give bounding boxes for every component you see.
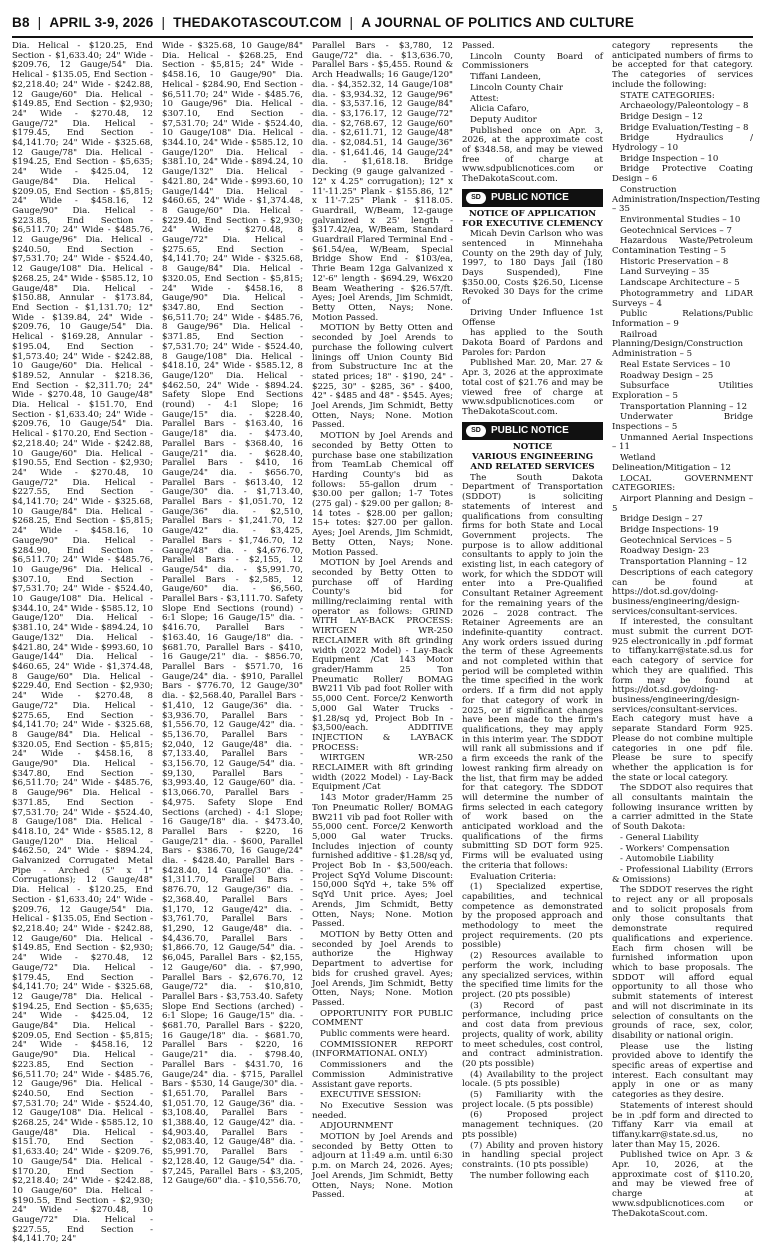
paragraph: category represents the anticipated numbers of firms to be accepted for that category. The categories of services include the following: [612, 41, 753, 90]
list-item: Environmental Studies – 10 [620, 214, 741, 225]
site-name: THEDAKOTASCOUT.COM [173, 14, 342, 30]
paragraph: 143 Motor grader/Hamm 25 Ton Pneumatic Roller/ BOMAG BW211 vib pad foot Roller with 55,000 cent. Force/2 Kenworth 5,000 Gal water Trucks. Includes injection of county furnished additive - $1.28/sq yd, Project Bob In - $3,500/each. Project SqYd Volume Discount: 150,000 SqYd +, take 5% off SqYd Unit price. Ayes; Joel Arends, Jim Schmidt, Betty Otten, Nays; None. Motion Passed. [312, 793, 453, 930]
paragraph: has applied to the South Dakota Board of Pardons and Paroles for: Pardon [462, 328, 603, 358]
bid-price-list: Wide - $325.68, 10 Gauge/84" Dia. Helical - $268.25, End Section - $5,815; 24" Wide - $458.16, 10 Gauge/90" Dia. Helical - $284.90, End Section - $6,511.70; 24" Wide - $485.76, 10 Gauge/96" Dia. Helical - $307.10, End Section - $7,531.70; 24" Wide - $524.40, 10 Gauge/108" Dia. Helical - $344.10, 24" Wide - $585.12, 10 Gauge/120" Dia. Helical - $381.10, 24" Wide - $894.24, 10 Gauge/132" Dia. Helical - $421.80, 24" Wide - $993.60, 10 Gauge/144" Dia. Helical - $460.65, 24" Wide - $1,374.48, 8 Gauge/60" Dia. Helical - $229.40, End Section - $2,930; 24" Wide - $270.48, 8 Gauge/72" Dia. Helical - $275.65, End Section - $4,141.70; 24" Wide - $325.68, 8 Gauge/84" Dia. Helical - $320.05, End Section - $5,815; 24" Wide - $458.16, 8 Gauge/90" Dia. Helical - $347.80, End Section - $6,511.70; 24" Wide - $485.76, 8 Gauge/96" Dia. Helical - $371.85, End Section - $7,531.70; 24" Wide - $524.40, 8 Gauge/108" Dia. Helical - $418.10, 24" Wide - $585.12, 8 Gauge/120" Dia. Helical - $462.50, 24" Wide - $894.24. Safety Slope End Sections (round) - 4:1 Slope; 16 Gauge/15" dia. - $228.40, Parallel Bars - $163.40, 16 Gauge/18" dia. - $473.40, Parallel Bars - $368.40, 16 Gauge/21" dia. - $628.40, Parallel Bars - $410, 16 Gauge/24" dia. - $656.70, Parallel Bars - $613.40, 12 Gauge/30" dia. - $1,713.40, Parallel Bars - $1,051.70, 12 Gauge/36" dia. - $2,510, Parallel Bars - $1,241.70, 12 Gauge/42" dia. - $3,425, Parallel Bars - $1,746.70, 12 Gauge/48" dia. - $4,676.70, Parallel Bars - $2,155, 12 Gauge/54" dia. - $5,991.70, Parallel Bars - $2,585, 12 Gauge/60" dia. - $6,560, Parallel Bars - $3,111.70. Safety Slope End Sections (round) - 6:1 Slope; 16 Gauge/15" dia. - $416.70, Parallel Bars - $163.40, 16 Gauge/18" dia. - $681.70, Parallel Bars - $410, 16 Gauge/21" dia. - $856.70, Parallel Bars - $571.70, 16 Gauge/24" dia. - $910, Parallel Bars - $776.70, 12 Gauge/30" dia. - $2,568.40, Parallel Bars - $1,410, 12 Gauge/36" dia. - $3,936.70, Parallel Bars - $1,556.70, 12 Gauge/42" dia. - $5,136.70, Parallel Bars - $2,040, 12 Gauge/48" dia. - $7,133.40, Parallel Bars - $3,156.70, 12 Gauge/54" dia. - $9,130, Parallel Bars - $3,993.40, 12 Gauge/60" dia. - $13,066.70, Parallel Bars - $4,975. Safety Slope End Sections (arched) - 4:1 Slope; 16 Gauge/18" dia. - $473.40, Parallel Bars - $220, 16 Gauge/21" dia. - $600, Parallel Bars - $386.70, 16 Gauge/24" dia. - $428.40, Parallel Bars - $428.40, 14 Gauge/30" dia. - $1,311.70, Parallel Bars - $876.70, 12 Gauge/36" dia. - $2,368.40, Parallel Bars - $1,170, 12 Gauge/42" dia. - $3,761.70, Parallel Bars - $1,290, 12 Gauge/48" dia. - $4,436.70, Parallel Bars - $1,866.70, 12 Gauge/54" dia. - $6,045, Parallel Bars - $2,155, 12 Gauge/60" dia. - $7,990, Parallel Bars - $2,676.70, 12 Gauge/72" dia. - $10,810, Parallel Bars - $3,753.40. Safety Slope End Sections (arched) - 6:1 Slope; 16 Gauge/15" dia. - $681.70, Parallel Bars - $220, 16 Gauge/18" dia. - $681.70, Parallel Bars - $220, 16 Gauge/21" dia. - $798.40, Parallel Bars - $431.70, 16 Gauge/24" dia. - $715, Parallel Bars - $530, 14 Gauge/30" dia. - $1,651.70, Parallel Bars - $1,051.70, 12 Gauge/36" dia. - $3,108.40, Parallel Bars - $1,388.40, 12 Gauge/42" dia. - $4,903.40, Parallel Bars - $2,083.40, 12 Gauge/48" dia. - $5,991.70, Parallel Bars - $2,128.40, 12 Gauge/54" dia. - $7,245, Parallel Bars - $3,205, 12 Gauge/60" dia. - $10,556.70, [162, 41, 303, 1187]
list-item: Public Relations/Public Information – 9 [612, 309, 753, 329]
criteria-item: (6) Proposed project management techniques. (20 pts possible) [462, 1110, 603, 1140]
notice-subtitle: VARIOUS ENGINEERING AND RELATED SERVICES [470, 452, 595, 473]
criteria-item: (5) Familiarity with the project locale. (5 pts possible) [462, 1090, 603, 1110]
list-item: Photogrammetry and LiDAR Surveys – 4 [612, 288, 753, 309]
list-item: Bridge Inspections- 19 [620, 525, 719, 536]
paragraph: The number following each [470, 1170, 590, 1181]
motion-paragraph: MOTION by Joel Arends and seconded by Betty Otten to adjourn at 11:49 a.m. until 6:30 p.m. on March 24, 2026. Ayes; Joel Arends, Jim Schmidt, Betty Otten, Nays; None. Motion Passed. [312, 1132, 453, 1201]
state-category-list [612, 101, 761, 473]
list-item: Airport Planning and Design – 5 [612, 493, 753, 514]
paragraph: WIRTGEN WR-250 RECLAIMER with 8ft grinding width (2022 Model) - Lay-Back Equipment /Cat [312, 753, 453, 793]
insurance-list [612, 834, 753, 886]
column-3 [312, 41, 453, 1201]
publication-note: Published Mar. 20, Mar. 27 & Apr. 3, 2026 at the approximate total cost of $21.76 and may be viewed free of charge at www.sdpublicnotices.com or TheDakotaScout.com. [462, 358, 603, 417]
column-4 [462, 41, 603, 1181]
list-item: Bridge Evaluation/Testing – 8 [620, 122, 749, 133]
list-item: - General Liability [620, 832, 699, 843]
list-item: - Workers' Compensation [620, 843, 730, 854]
list-item: Historic Preservation – 8 [620, 256, 729, 267]
signature-line: Lincoln County Chair [470, 82, 563, 93]
section-heading: COMMISSIONER REPORT (INFORMATIONAL ONLY) [312, 1039, 453, 1060]
page-number: B8 [12, 14, 30, 30]
criteria-item: (3) Record of past performance, including price and cost data from previous projects, quality of work, ability to meet schedules, cost control, and contract administration. (20 pts possible) [462, 1000, 603, 1069]
paragraph: The South Dakota Department of Transportation (SDDOT) is soliciting statements of interest and qualifications from consulting firms for both State and Local Government projects. The purpose is to allow additional consultants to apply to join the existing list, in each category of work, for which the SDDOT will enter into a Pre-Qualified Consultant Retainer Agreement for the remaining years of the 2026 – 2028 contract. The Retainer Agreements are an indefinite-quantity contract. Any work orders issued during the term of these Agreements and not completed within that period will be completed within the time specified in the work orders. If a firm did not apply for that category of work in 2025, or if significant changes have been made to the firm's qualifications, they may apply in this interim year. The SDDOT will rank all submissions and if a firm exceeds the rank of the lowest ranking firm already on the list, that firm may be added for that category. The SDDOT will determine the number of firms selected in each category of work based on the anticipated workload and the qualifications of the firms submitting SD DOT form 925. Firms will be evaluated using the criteria that follows: [462, 472, 603, 871]
tagline: A JOURNAL OF POLITICS AND CULTURE [361, 14, 635, 30]
list-item: Wetland Delineation/Mitigation – 12 [612, 453, 732, 473]
category-heading: STATE CATEGORIES: [620, 90, 715, 101]
criteria-item: (7) Ability and proven history in handling special project constraints. (10 pts possible) [462, 1140, 603, 1170]
section-heading: EXECUTIVE SESSION: [320, 1090, 422, 1101]
paragraph: The SDDOT also requires that all consultants maintain the following insurance written by a carrier admitted in the State of South Dakota: [612, 783, 753, 833]
paragraph: Parallel Bars - $3,780, 12 Gauge/72" dia. - $13,636.70, Parallel Bars - $5,455. Round & Arch Headwalls; 16 Gauge/120" dia. - $4,352.32, 14 Gauge/108" dia. - $3,934.32, 12 Gauge/96" dia. - $3,537.16, 12 Gauge/84" dia. - $3,176.17, 12 Gauge/72" dia. - $2,768.67, 12 Gauge/60" dia. - $2,611.71, 12 Gauge/48" dia. - $2,084.51, 14 Gauge/36" dia. - $1,641.46, 14 Gauge/24" dia. - $1,618.18. Bridge Decking (9 gauge galvanized - 12" x 4.25" corrugation); 12" x 11'-11.25" Plank - $155.86, 12" x 11'-7.25" Plank - $118.05. Guardrail, W/Beam, 12-gauge galvanized x 25' length - $317.42/ea, W/Beam, Standard Guardrail Flared Terminal End - $61.54/ea, W/Beam, Special Bridge Show End - $103/ea, Thrie Beam 12ga Galvanized x 12'-6" length - $694.29, W6x20 Beam Weathering - $26.57/ft. Ayes; Joel Arends, Jim Schmidt, Betty Otten, Nays; None. Motion Passed. [312, 41, 453, 323]
paragraph: Descriptions of each category can be found at https://dot.sd.gov/doing-business/engineering/design-services/consultant-services. [612, 567, 753, 617]
paragraph: Public comments were heard. [320, 1029, 450, 1040]
list-item: Transportation Planning – 12 [620, 401, 748, 412]
paragraph: Micah Devin Carlson who was sentenced in Minnehaha County on the 29th day of July, 1997, to 180 Days Jail (180 Days Suspended), Fine $350.00, Costs $26.50, License Revoked 30 Days for the crime of [462, 229, 603, 308]
local-category-list [612, 495, 753, 568]
signature-line: Lincoln County Board of Commissioners [462, 51, 603, 72]
banner-label: PUBLIC NOTICE [491, 191, 569, 203]
motion-paragraph: MOTION by Joel Arends and seconded by Betty Otten to purchase off of Harding County's bid for milling/reclaiming rental with operator as follows: GRIND WITH LAY-BACK PROCESS: WIRTGEN WR-250 RECLAIMER with 8ft grinding width (2022 Model) - Lay-Back Equipment /Cat 143 Motor grader/Hamm 25 Ton Pneumatic Roller/ BOMAG BW211 Vib pad foot Roller with 55,000 Cent. Force/2 Kenworth 5,000 Gal Water Trucks - $1.28/sq yd, Project Bob In - $3,500/each. ADDITIVE INJECTION & LAYBACK PROCESS: [312, 558, 453, 753]
paragraph: Evaluation Criteria: [470, 871, 557, 882]
bid-price-list: Dia. Helical - $120.25, End Section - $1,633.40; 24" Wide - $209.76, 12 Gauge/54" Dia. Helical - $135.05, End Section - $2,218.40; 24" Wide - $242.88, 12 Gauge/60" Dia. Helical - $149.85, End Section - $2,930; 24" Wide - $270.48, 12 Gauge/72" Dia. Helical - $179.45, End Section - $4,141.70; 24" Wide - $325.68, 12 Gauge/78" Dia. Helical - $194.25, End Section - $5,635; 24" Wide - $425.04, 12 Gauge/84" Dia. Helical - $209.05, End Section - $5,815; 24" Wide - $458.16, 12 Gauge/90" Dia. Helical - $223.85, End Section - $6,511.70; 24" Wide - $485.76, 12 Gauge/96" Dia. Helical - $240.50, End Section - $7,531.70; 24" Wide - $524.40, 12 Gauge/108" Dia. Helical - $268.25, 24" Wide - $585.12, 10 Gauge/48" Dia. Helical - $150.88, Annular - $173.84, End Section - $1,131.70; 12" Wide - $139.84, 24" Wide - $209.76, 10 Gauge/54" Dia. Helical - $169.28, Annular - $195.04, End Section - $1,573.40; 24" Wide - $242.88, 10 Gauge/60" Dia. Helical - $189.52, Annular - $218.36, End Section - $2,311.70; 24" Wide - $270.48, 10 Gauge/48" Dia. Helical - $151.70, End Section - $1,633.40; 24" Wide - $209.76, 10 Gauge/54" Dia. Helical - $170.20, End Section - $2,218.40; 24" Wide - $242.88, 10 Gauge/60" Dia. Helical - $190.55, End Section - $2,930; 24" Wide - $270.48, 10 Gauge/72" Dia. Helical - $227.55, End Section - $4,141.70; 24" Wide - $325.68, 10 Gauge/84" Dia. Helical - $268.25, End Section - $5,815; 24" Wide - $458.16, 10 Gauge/90" Dia. Helical - $284.90, End Section - $6,511.70; 24" Wide - $485.76, 10 Gauge/96" Dia. Helical - $307.10, End Section - $7,531.70; 24" Wide - $524.40, 10 Gauge/108" Dia. Helical - $344.10, 24" Wide - $585.12, 10 Gauge/120" Dia. Helical - $381.10, 24" Wide - $894.24, 10 Gauge/132" Dia. Helical - $421.80, 24" Wide - $993.60, 10 Gauge/144" Dia. Helical - $460.65, 24" Wide - $1,374.48, 8 Gauge/60" Dia. Helical - $229.40, End Section - $2,930; 24" Wide - $270.48, 8 Gauge/72" Dia. Helical - $275.65, End Section - $4,141.70; 24" Wide - $325.68, 8 Gauge/84" Dia. Helical - $320.05, End Section - $5,815; 24" Wide - $458.16, 8 Gauge/90" Dia. Helical - $347.80, End Section - $6,511.70; 24" Wide - $485.76, 8 Gauge/96" Dia. Helical - $371.85, End Section - $7,531.70; 24" Wide - $524.40, 8 Gauge/108" Dia. Helical - $418.10, 24" Wide - $585.12, 8 Gauge/120" Dia. Helical - $462.50, 24" Wide - $894.24, Galvanized Corrugated Metal Pipe - Arched (5" x 1" Corrugations); 12 Gauge/48" Dia. Helical - $120.25, End Section - $1,633.40; 24" Wide - $209.76, 12 Gauge/54" Dia. Helical - $135.05, End Section - $2,218.40; 24" Wide - $242.88, 12 Gauge/60" Dia. Helical - $149.85, End Section - $2,930; 24" Wide - $270.48, 12 Gauge/72" Dia. Helical - $179.45, End Section - $4,141.70; 24" Wide - $325.68, 12 Gauge/78" Dia. Helical - $194.25, End Section - $5,635; 24" Wide - $425.04, 12 Gauge/84" Dia. Helical - $209.05, End Section - $5,815; 24" Wide - $458.16, 12 Gauge/90" Dia. Helical - $223.85, End Section - $6,511.70; 24" Wide - $485.76, 12 Gauge/96" Dia. Helical - $240.50, End Section - $7,531.70; 24" Wide - $524.40, 12 Gauge/108" Dia. Helical - $268.25, 24" Wide - $585.12, 10 Gauge/48" Dia. Helical - $151.70, End Section - $1,633.40; 24" Wide - $209.76, 10 Gauge/54" Dia. Helical - $170.20, End Section - $2,218.40; 24" Wide - $242.88, 10 Gauge/60" Dia. Helical - $190.55, End Section - $2,930; 24" Wide - $270.48, 10 Gauge/72" Dia. Helical - $227.55, End Section - $4,141.70; 24" [12, 41, 153, 1245]
page-header [12, 8, 753, 38]
signature-line: Alicia Cafaro, [470, 104, 530, 115]
list-item: - Automobile Liability [620, 854, 714, 865]
list-item: Bridge Inspection – 10 [620, 153, 719, 164]
list-item: Transportation Planning – 12 [620, 557, 748, 568]
list-item: Construction Administration/Inspection/Testing – 35 [612, 184, 761, 215]
list-item: Land Surveying – 35 [620, 267, 710, 278]
paragraph: Statements of interest should be in .pdf form and directed to Tiffany Karr via email at tiffany.karr@state.sd.us, no later than May 15, 2026. [612, 1100, 753, 1150]
publication-note: Published once on Apr. 3, 2026, at the approximate cost of $348.58, and may be viewed free of charge at www.sdpublicnotices.com or TheDakotaScout.com. [462, 125, 603, 185]
section-heading: OPPORTUNITY FOR PUBLIC COMMENT [312, 1008, 453, 1029]
paragraph: Passed. [462, 41, 495, 51]
criteria-item: (1) Specialized expertise, capabilities, and technical competence as demonstrated by the proposed approach and methodology to meet the project requirements. (20 pts possible) [462, 882, 603, 951]
column-5 [612, 41, 761, 1219]
list-item: Bridge Hydraulics / Hydrology – 10 [612, 133, 753, 154]
publication-note: Published twice on Apr. 3 & Apr. 10, 2026, at the approximate cost of $110.20, and may be viewed free of charge at www.sdpublicnotices.com or TheDakotaScout.com. [612, 1150, 753, 1219]
column-1 [12, 41, 153, 1245]
public-notice-banner [462, 422, 603, 440]
section-heading: ADJOURNMENT [320, 1121, 394, 1132]
motion-paragraph: MOTION by Betty Otten and seconded by Joel Arends to purchase the following culvert linings off Union County Bid from Substructure Inc at the stated prices; 18" - $190, 24" - $225, 30" - $285, 36" - $400, 42" - $485 and 48" - $545. Ayes; Joel Arends, Jim Schmidt, Betty Otten, Nays; None. Motion Passed. [312, 323, 453, 431]
list-item: Unmanned Aerial Inspections – 11 [612, 432, 753, 453]
column-2 [162, 41, 303, 1187]
list-item: - Professional Liability (Errors & Omissions) [612, 864, 753, 885]
list-item: Geotechnical Services – 5 [620, 535, 732, 546]
separator: | [161, 14, 166, 30]
signature-line: Tiffani Landeen, [470, 72, 542, 83]
criteria-item: (4) Availability to the project locale. (5 pts possible) [462, 1069, 603, 1090]
paragraph: Commissioners and the Commission Administrative Assistant gave reports. [312, 1060, 453, 1090]
issue-date: APRIL 3-9, 2026 [49, 14, 154, 30]
motion-paragraph: MOTION by Joel Arends and seconded by Betty Otten to purchase base one stabilization from TeamLab Chemical off Harding County's bid as follows: 55-gallon drum - $30.00 per gallon; 1-7 Totes (275 gal) - $29.00 per gallon; 8-14 totes - $28.00 per gallon; 15+ totes: $27.00 per gallon. Ayes; Joel Arends, Jim Schmidt, Betty Otten, Nays; None. Motion Passed. [312, 431, 453, 558]
separator: | [37, 14, 42, 30]
separator: | [349, 14, 354, 30]
paragraph: Driving Under Influence 1st Offense [462, 307, 603, 328]
list-item: Underwater Bridge Inspections – 5 [612, 412, 753, 433]
list-item: Bridge Protective Coating Design – 6 [612, 164, 753, 185]
paragraph: The SDDOT reserves the right to reject any or all proposals and to solicit proposals from only those consultants that demonstrate required qualifications and experience. Each firm chosen will be furnished information upon which to base proposals. The SDDOT will afford equal opportunity to all those who submit statements of interest and will not discriminate in its selection of consultants on the grounds of race, sex, color, disability or national origin. [612, 885, 753, 1041]
list-item: Roadway Design- 23 [620, 546, 710, 557]
notice-title: NOTICE [512, 441, 553, 452]
paragraph: Please use the listing provided above to identify the specific areas of expertise and interest. Each consultant may apply in one or as many categories as they desire. [612, 1041, 753, 1101]
list-item: Real Estate Services – 10 [620, 359, 731, 370]
motion-paragraph: MOTION by Betty Otten and seconded by Joel Arends to authorize the Highway Department to advertise for bids for crushed gravel. Ayes; Joel Arends, Jim Schmidt, Betty Otten, Nays; None. Motion Passed. [312, 929, 453, 1008]
notice-title: NOTICE OF APPLICATION FOR EXECUTIVE CLEMENCY [462, 208, 603, 229]
paragraph: No Executive Session was needed. [312, 1100, 453, 1121]
banner-label: PUBLIC NOTICE [491, 424, 569, 436]
category-heading: LOCAL GOVERNMENT CATEGORIES: [612, 473, 753, 494]
list-item: Geotechnical Services – 7 [620, 225, 732, 236]
signature-line: Attest: [470, 93, 499, 104]
scout-logo-icon: SD [466, 425, 486, 437]
signature-line: Deputy Auditor [470, 114, 537, 125]
list-item: Railroad Planning/Design/Construction Administration – 5 [612, 329, 743, 360]
list-item: Bridge Design – 12 [620, 111, 703, 122]
criteria-item: (2) Resources available to perform the work, including any specialized services, within the specified time limits for the project. (20 pts possible) [462, 951, 603, 1000]
list-item: Archaeology/Paleontology – 8 [620, 101, 749, 112]
list-item: Subsurface Utilities Exploration – 5 [612, 381, 753, 401]
public-notice-banner [462, 189, 603, 207]
list-item: Bridge Design – 27 [620, 514, 703, 525]
list-item: Hazardous Waste/Petroleum Contamination Testing – 5 [612, 236, 753, 257]
notice-columns [12, 41, 761, 1245]
scout-logo-icon: SD [466, 192, 486, 204]
list-item: Roadway Design – 25 [620, 370, 714, 381]
paragraph: If interested, the consultant must submit the current DOT-925 electronically in .pdf format to tiffany.karr@state.sd.us for each category of service for which they are qualified. This form may be found at https://dot.sd.gov/doing-business/engineering/design-services/consultant-services. Each category must have a separate Standard Form 925. Please do not combine multiple categories in one pdf file. Please be sure to specify whether the application is for the state or local category. [612, 617, 753, 783]
list-item: Landscape Architecture – 5 [620, 278, 740, 289]
